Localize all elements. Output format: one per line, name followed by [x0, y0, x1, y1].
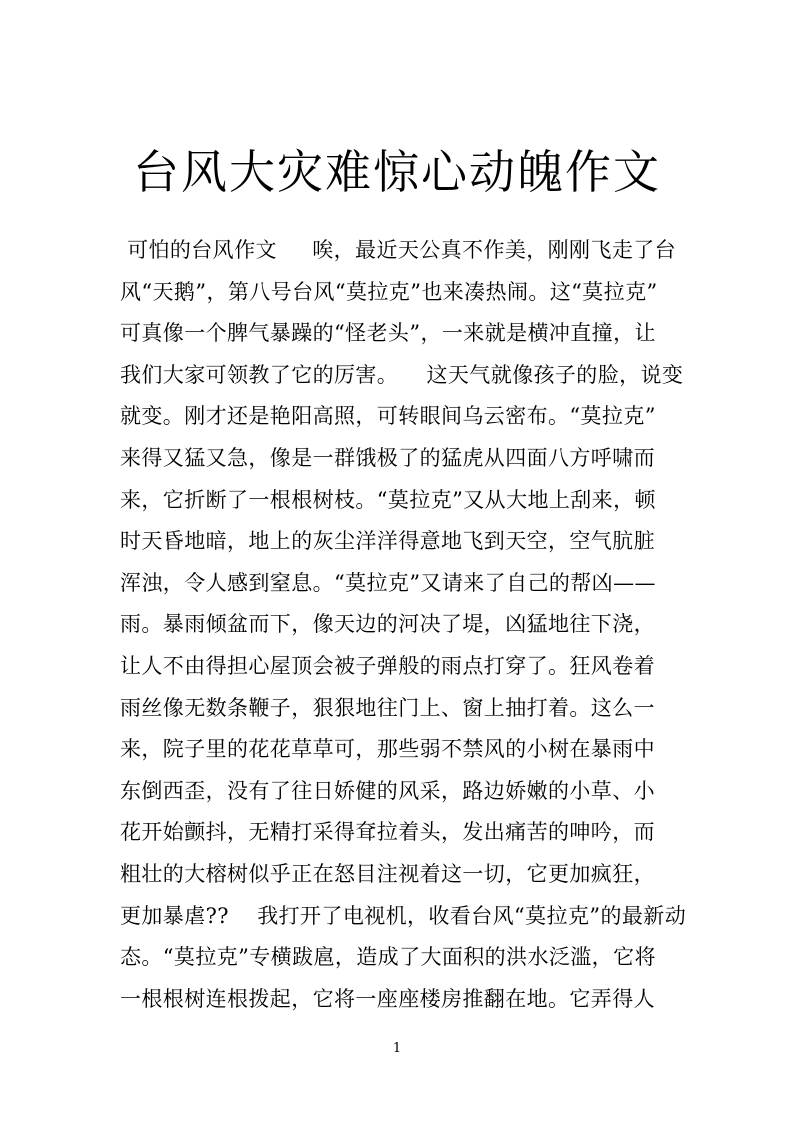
body-line: 雨丝像无数条鞭子，狠狠地往门上、窗上抽打着。这么一: [120, 695, 655, 720]
body-line: 可真像一个脾气暴躁的“怪老头”，一来就是横冲直撞，让: [120, 321, 656, 346]
body-line: 来，院子里的花花草草可，那些弱不禁风的小树在暴雨中: [120, 737, 655, 762]
body-line: 可怕的台风作文 唉，最近天公真不作美，刚刚飞走了台: [120, 238, 677, 262]
body-line: 一根根树连根拨起，它将一座座楼房推翻在地。它弄得人: [120, 986, 655, 1011]
body-line: 雨。暴雨倾盆而下，像天边的河决了堤，凶猛地往下浇，: [120, 612, 655, 637]
body-line: 时天昏地暗，地上的灰尘洋洋得意地飞到天空，空气肮脏: [120, 529, 655, 554]
page-number: 1: [392, 1041, 402, 1056]
body-line: 东倒西歪，没有了往日娇健的风采，路边娇嫩的小草、小: [120, 778, 655, 803]
body-line: 来，它折断了一根根树枝。“莫拉克”又从大地上刮来，顿: [120, 487, 656, 512]
body-line: 来得又猛又急，像是一群饿极了的猛虎从四面八方呼啸而: [120, 445, 655, 470]
body-line: 风“天鹅”，第八号台风“莫拉克”也来凑热闹。这“莫拉克”: [120, 279, 658, 304]
body-line: 花开始颤抖，无精打采得耷拉着头，发出痛苦的呻吟，而: [120, 820, 655, 845]
body-line: 让人不由得担心屋顶会被子弹般的雨点打穿了。狂风卷着: [120, 653, 655, 678]
document-body: [120, 230, 700, 1020]
body-line: 浑浊，令人感到窒息。“莫拉克”又请来了自己的帮凶——: [120, 570, 656, 595]
body-line: 粗壮的大榕树似乎正在怒目注视着这一切，它更加疯狂，: [120, 861, 655, 886]
body-line: 更加暴虐?? 我打开了电视机，收看台风“莫拉克”的最新动: [120, 903, 687, 928]
body-line: 我们大家可领教了它的厉害。 这天气就像孩子的脸，说变: [120, 362, 684, 387]
document-title: 台风大灾难惊心动魄作文: [133, 145, 661, 199]
body-line: 就变。刚才还是艳阳高照，可转眼间乌云密布。“莫拉克”: [120, 404, 656, 429]
body-line: 态。“莫拉克”专横跋扈，造成了大面积的洪水泛滥，它将: [120, 945, 656, 970]
